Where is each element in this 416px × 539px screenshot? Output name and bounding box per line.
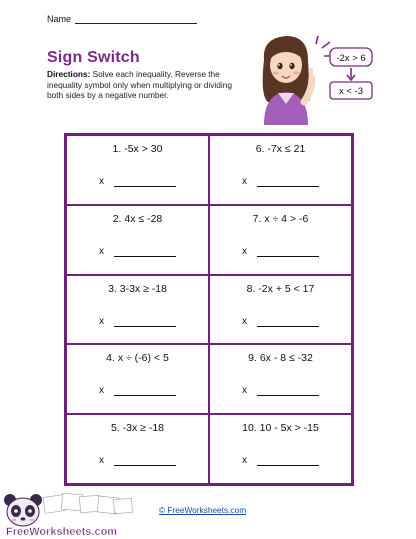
freeworksheets-logo xyxy=(0,490,140,539)
problem-text: 1. -5x > 30 xyxy=(112,143,163,155)
directions xyxy=(47,69,247,101)
girl-illustration xyxy=(246,30,376,125)
problem-cell xyxy=(66,205,209,275)
problem-text: 9. 6x - 8 ≤ -32 xyxy=(248,352,313,365)
answer-prefix: x xyxy=(242,176,247,187)
worksheet-title: Sign Switch xyxy=(47,49,140,66)
answer-prefix: x xyxy=(99,176,104,187)
directions-label: Directions: xyxy=(47,69,91,79)
problem-cell xyxy=(209,344,352,414)
problem-grid xyxy=(64,133,354,486)
panda-mascot-icon xyxy=(4,494,42,526)
answer-blank[interactable] xyxy=(114,177,176,187)
logo-text: FreeWorksheets.com xyxy=(6,526,118,538)
problem-cell xyxy=(209,275,352,345)
footer-copyright-link[interactable]: © FreeWorksheets.com xyxy=(159,505,247,515)
answer-row xyxy=(210,246,351,257)
answer-row xyxy=(67,316,208,327)
answer-row xyxy=(67,176,208,187)
name-field-row xyxy=(47,14,197,24)
answer-row xyxy=(67,385,208,396)
answer-row xyxy=(210,385,351,396)
problem-cell xyxy=(209,205,352,275)
problem-text: 7. x ÷ 4 > -6 xyxy=(252,212,309,225)
answer-blank[interactable] xyxy=(257,247,319,257)
answer-prefix: x xyxy=(99,245,104,257)
problem-text: 5. -3x ≥ -18 xyxy=(110,422,165,435)
problem-text: 3. 3-3x ≥ -18 xyxy=(108,282,167,295)
answer-blank[interactable] xyxy=(114,247,176,257)
problem-cell xyxy=(66,275,209,345)
answer-row xyxy=(210,176,351,187)
answer-row xyxy=(210,455,351,466)
problem-text: 10. 10 - 5x > -15 xyxy=(242,422,319,435)
answer-prefix: x xyxy=(99,455,104,467)
answer-prefix: x xyxy=(99,385,104,397)
problem-text: 8. -2x + 5 < 17 xyxy=(246,282,315,295)
problem-cell xyxy=(209,414,352,484)
answer-blank[interactable] xyxy=(257,317,319,327)
answer-blank[interactable] xyxy=(114,317,176,327)
answer-blank[interactable] xyxy=(257,177,319,187)
answer-blank[interactable] xyxy=(114,456,176,466)
answer-prefix: x xyxy=(242,385,247,397)
directions-text: Solve each inequality. Reverse the inequality symbol only when multiplying or dividing both sides by a negative number. xyxy=(47,69,232,100)
problem-cell xyxy=(66,414,209,484)
bubble-top-text: -2x > 6 xyxy=(336,53,366,64)
answer-row xyxy=(67,455,208,466)
answer-blank[interactable] xyxy=(257,386,319,396)
problem-cell xyxy=(66,344,209,414)
problem-text: 2. 4x ≤ -28 xyxy=(112,212,163,225)
answer-prefix: x xyxy=(242,315,247,327)
answer-blank[interactable] xyxy=(257,456,319,466)
worksheet-thumbnails-icon xyxy=(43,493,132,514)
answer-row xyxy=(210,316,351,327)
problem-text: 4. x ÷ (-6) < 5 xyxy=(106,352,169,365)
answer-prefix: x xyxy=(99,315,104,327)
bubble-bottom-text: x < -3 xyxy=(338,86,364,97)
answer-row xyxy=(67,246,208,257)
answer-prefix: x xyxy=(242,245,247,257)
problem-text: 6. -7x ≤ 21 xyxy=(255,143,306,155)
problem-cell xyxy=(209,135,352,205)
problem-cell xyxy=(66,135,209,205)
name-label: Name xyxy=(47,14,72,24)
name-blank[interactable] xyxy=(75,14,197,24)
answer-prefix: x xyxy=(242,455,247,467)
answer-blank[interactable] xyxy=(114,386,176,396)
